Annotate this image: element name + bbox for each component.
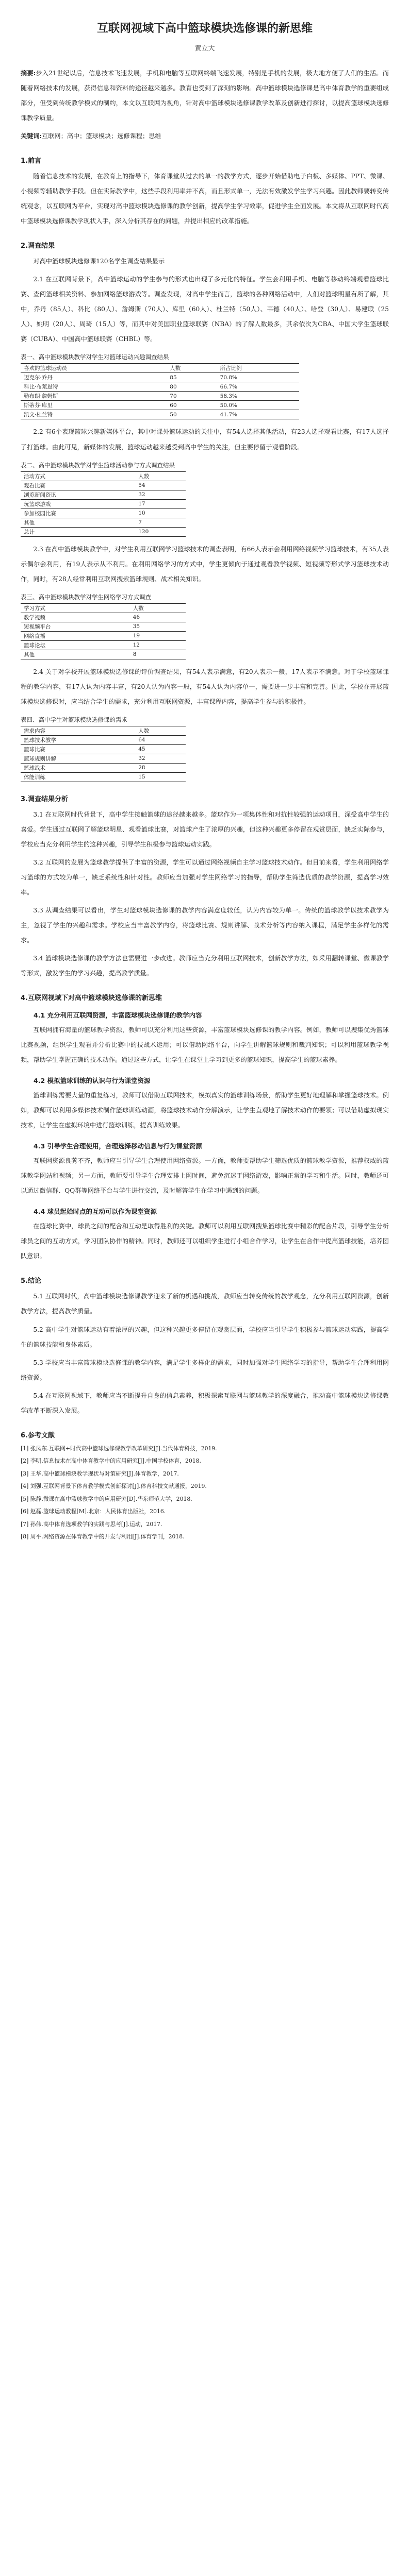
table-row xyxy=(21,527,186,536)
subsection-heading: 4.4 球员起始时点的互动可以作为课堂资源 xyxy=(34,1208,157,1216)
table-cell: 80 xyxy=(167,382,217,392)
reference-item: [4] 刘强.互联网背景下体育教学模式创新探讨[J].体育科技文献通报，2019. xyxy=(21,1483,207,1490)
table-header-cell: 人数 xyxy=(130,603,186,613)
table-cell: 60 xyxy=(167,401,217,410)
table-cell: 10 xyxy=(135,509,186,518)
table-row xyxy=(21,754,186,763)
reference-item: [8] 周平.网络资源在体育教学中的开发与利用[J].体育学刊，2018. xyxy=(21,1533,185,1540)
table-cell: 15 xyxy=(135,772,186,782)
table-cell: 7 xyxy=(135,518,186,527)
table-cell: 其他 xyxy=(21,650,130,659)
section-heading: 2.调查结果 xyxy=(21,242,55,250)
table-cell: 篮球战术 xyxy=(21,763,135,772)
table-row xyxy=(21,392,299,401)
table-row xyxy=(21,613,186,622)
paragraph: 3.1 在互联网时代背景下，高中学生接触篮球的途径越来越多。篮球作为一项集体性和对抗性较强的运动项目，深受高中学生的喜爱。学生通过互联网了解篮球明星、观看篮球比赛，对篮球产生了浓厚的兴趣，但这种兴趣更多停留在观赏层面，缺乏实际参与，学校应当充分利用学生的这种兴趣，引导学生积极参与篮球运动实践。 xyxy=(21,810,389,848)
subsection-heading: 4.1 充分利用互联网资源，丰富篮球模块选修课的教学内容 xyxy=(34,1011,202,1020)
data-table xyxy=(21,363,299,419)
abstract-text: 步入21世纪以后，信息技术飞速发展，手机和电脑等互联网终端飞速发展，特别是手机的发展，极大地方便了人们的生活。而随着网络技术的发展，获得信息和资料的途径越来越多。教育也受到了深刻的影响。高中篮球模块选修课是高中体育教学的重要组成部分，但受到传统教学模式的制约，本文以互联网为视角，针对高中篮球模块选修课教学改革及创新进行探讨，以提高篮球模块选修课教学质量。 xyxy=(21,70,389,122)
section-heading: 4.互联网视域下对高中篮球模块选修课的新思维 xyxy=(21,994,162,1003)
table-cell: 凯文·杜兰特 xyxy=(21,410,167,419)
table-cell: 64 xyxy=(135,735,186,744)
paragraph: 2.1 在互联网背景下，高中篮球运动的学生参与的形式也出现了多元化的特征。学生会利用手机、电脑等移动终端观看篮球比赛、查阅篮球相关资料、参加网络篮球游戏等。调查发现，对高中学生而言，篮球的各种网络活动中，人们对篮球明星有所了解，其中，乔丹（85人）、科比（80人）、詹姆斯（70人）、库里（60人）、杜兰特（50人）、韦德（40人）、哈登（30人）、易建联（25人）、姚明（20人）、周琦（15人）等，而其中对美国职业篮球联赛（NBA）的了解人数最多，其余依次为CBA、中国大学生篮球联赛（CUBA）、中国高中篮球联赛（CHBL）等。 xyxy=(21,276,389,343)
table-cell: 篮球论坛 xyxy=(21,640,130,650)
reference-item: [7] 孙伟.高中体育选项教学的实践与思考[J].运动，2017. xyxy=(21,1520,162,1528)
table-header-cell: 喜欢的篮球运动员 xyxy=(21,364,167,373)
table-header-cell: 所占比例 xyxy=(217,364,299,373)
table-row xyxy=(21,499,186,509)
table-cell: 41.7% xyxy=(217,410,299,419)
table-cell: 体能训练 xyxy=(21,772,135,782)
table-cell: 17 xyxy=(135,499,186,509)
table-caption: 表一、高中篮球模块教学对学生对篮球运动兴趣调查结果 xyxy=(21,353,169,361)
reference-item: [5] 陈静.微课在高中篮球教学中的应用研究[D].华东师范大学，2018. xyxy=(21,1495,192,1502)
table-row xyxy=(21,631,186,640)
table-row xyxy=(21,763,186,772)
table-cell: 观看比赛 xyxy=(21,481,135,490)
table-cell: 32 xyxy=(135,490,186,499)
table-cell: 45 xyxy=(135,744,186,754)
table-cell: 网络直播 xyxy=(21,631,130,640)
table-cell: 46 xyxy=(130,613,186,622)
table-header-cell: 需求内容 xyxy=(21,726,135,735)
table-row xyxy=(21,518,186,527)
table-row xyxy=(21,735,186,744)
paragraph: 2.3 在高中篮球模块教学中，对学生利用互联网学习篮球技术的调查表明，有66人表示会利用网络视频学习篮球技术，有35人表示偶尔会利用，有19人表示从不利用。在利用网络学习的方式中，学生更倾向于通过观看教学视频、短视频等形式学习篮球技术动作，同时，有28人经常利用互联网搜索篮球规则、战术相关知识。 xyxy=(21,545,389,583)
paragraph: 随着信息技术的发展，在教育上的指导下，体育课堂从过去的单一的教学方式，逐步开始借助电子白板、多媒体、PPT、微课、小视频等辅助教学手段。但在实际教学中，这些手段利用率并不高，而且形式单一，无法有效激发学生学习兴趣。因此教师要转变传统观念，以互联网为平台，实现对高中篮球模块选修课的教学创新，提高学生学习效率，促进学生全面发展。本文将从互联网时代高中篮球模块选修课教学现状入手，深入分析其存在的问题，并提出相应的改革措施。 xyxy=(21,173,389,225)
table-cell: 短视频平台 xyxy=(21,622,130,631)
data-table xyxy=(21,471,186,537)
paragraph: 对高中篮球模块选修课120名学生调查结果显示 xyxy=(33,258,165,265)
table-cell: 58.3% xyxy=(217,392,299,401)
keywords xyxy=(21,129,389,144)
abstract xyxy=(21,66,389,126)
table-row xyxy=(21,640,186,650)
table-header-cell: 人数 xyxy=(135,726,186,735)
subsection-heading: 4.2 模拟篮球训练的认识与行为课堂资源 xyxy=(34,1077,151,1085)
table-caption: 表二、高中篮球模块教学对学生篮球活动参与方式调查结果 xyxy=(21,461,175,469)
keywords-text: 互联网；高中；篮球模块；选修课程；思维 xyxy=(42,132,161,140)
table-cell: 85 xyxy=(167,373,217,382)
table-cell: 120 xyxy=(135,527,186,536)
paragraph: 2.2 有6个表现篮球兴趣新媒体平台，其中对课外篮球运动的关注中，有54人选择其他活动，有23人选择观看比赛，有17人选择了打篮球。由此可见，新媒体的发展，篮球运动越来越受到高中学生的关注，但主要停留于观看阶段。 xyxy=(21,428,389,451)
table-cell: 66.7% xyxy=(217,382,299,392)
table-row xyxy=(21,401,299,410)
table-header-cell: 人数 xyxy=(135,471,186,481)
table-header-cell: 人数 xyxy=(167,364,217,373)
table-header-cell: 活动方式 xyxy=(21,471,135,481)
reference-item: [6] 赵磊.篮球运动教程[M].北京：人民体育出版社，2016. xyxy=(21,1508,166,1515)
table-header-cell: 学习方式 xyxy=(21,603,130,613)
paragraph: 5.2 高中学生对篮球运动有着浓厚的兴趣，但这种兴趣更多停留在观赏层面，学校应当引导学生积极参与篮球运动实践，提高学生的篮球技能和身体素质。 xyxy=(21,1326,389,1348)
section-heading: 3.调查结果分析 xyxy=(21,795,68,803)
table-cell: 8 xyxy=(130,650,186,659)
table-cell: 篮球规则讲解 xyxy=(21,754,135,763)
reference-item: [3] 王华.高中篮球模块教学现状与对策研究[J].体育教学，2017. xyxy=(21,1470,179,1477)
reference-item: [2] 李明.信息技术在高中体育教学中的应用研究[J].中国学校体育，2018. xyxy=(21,1458,201,1465)
paragraph: 5.1 互联网时代，高中篮球模块选修课教学迎来了新的机遇和挑战，教师应当转变传统的教学观念，充分利用互联网资源，创新教学方法，提高教学质量。 xyxy=(21,1293,389,1315)
table-caption: 表三、高中篮球模块教学对学生网络学习方式调查 xyxy=(21,593,151,601)
table-cell: 12 xyxy=(130,640,186,650)
paragraph: 3.3 从调查结果可以看出，学生对篮球模块选修课的教学内容满意度较低，认为内容较为单一。传统的篮球教学以技术教学为主，忽视了学生的兴趣和需求。学校应当丰富教学内容，将篮球比赛、规则讲解、战术分析等内容纳入课程，满足学生多样化的需求。 xyxy=(21,906,389,944)
table-row xyxy=(21,772,186,782)
table-row xyxy=(21,410,299,419)
table-cell: 其他 xyxy=(21,518,135,527)
section-heading: 1.前言 xyxy=(21,157,41,165)
data-table xyxy=(21,603,186,659)
paper-title: 互联网视域下高中篮球模块选修课的新思维 xyxy=(96,22,313,35)
table-row xyxy=(21,650,186,659)
paragraph: 在篮球比赛中，球员之间的配合和互动是取得胜利的关键。教师可以利用互联网搜集篮球比赛中精彩的配合片段，引导学生分析球员之间的互动方式，学习团队协作的精神。同时，教师还可以组织学生进行小组合作学习，让学生在合作中提高篮球技能，培养团队意识。 xyxy=(21,1223,389,1260)
subsection-heading: 4.3 引导学生合理使用，合理选择移动信息与行为课堂资源 xyxy=(34,1142,202,1150)
section-heading: 5.结论 xyxy=(21,1277,41,1285)
table-cell: 参加校园比赛 xyxy=(21,509,135,518)
table-cell: 35 xyxy=(130,622,186,631)
table-caption: 表四、高中学生对篮球模块选修课的需求 xyxy=(21,716,127,723)
paragraph: 3.4 篮球模块选修课的教学方法也需要进一步改进。教师应当充分利用互联网技术，创新教学方法，如采用翻转课堂、微课教学等形式，激发学生的学习兴趣，提高教学质量。 xyxy=(21,955,389,977)
paper-author: 黄立大 xyxy=(194,45,215,53)
keywords-label: 关键词: xyxy=(21,132,42,140)
table-row xyxy=(21,481,186,490)
table-cell: 浏览新闻资讯 xyxy=(21,490,135,499)
table-cell: 总计 xyxy=(21,527,135,536)
table-cell: 70 xyxy=(167,392,217,401)
table-cell: 19 xyxy=(130,631,186,640)
table-cell: 28 xyxy=(135,763,186,772)
table-cell: 教学视频 xyxy=(21,613,130,622)
table-cell: 玩篮球游戏 xyxy=(21,499,135,509)
reference-item: [1] 张凤东.互联网+时代高中篮球选修课教学改革研究[J].当代体育科技，2019. xyxy=(21,1445,217,1452)
data-table xyxy=(21,726,186,782)
abstract-label: 摘要: xyxy=(21,70,36,77)
table-row xyxy=(21,373,299,382)
table-cell: 斯蒂芬·库里 xyxy=(21,401,167,410)
table-cell: 科比·布莱恩特 xyxy=(21,382,167,392)
paragraph: 5.3 学校应当丰富篮球模块选修课的教学内容，满足学生多样化的需求，同时加强对学生网络学习的指导，帮助学生合理利用网络资源。 xyxy=(21,1359,389,1381)
table-cell: 70.8% xyxy=(217,373,299,382)
paragraph: 互联网资源良莠不齐，教师应当引导学生合理使用网络资源。一方面，教师要帮助学生筛选优质的篮球教学资源，推荐权威的篮球教学网站和视频；另一方面，教师要引导学生合理安排上网时间，避免沉迷于网络游戏，影响正常的学习和生活。同时，教师还可以通过微信群、QQ群等网络平台与学生进行交流，及时解答学生在学习中遇到的问题。 xyxy=(21,1157,389,1195)
table-cell: 篮球比赛 xyxy=(21,744,135,754)
paragraph: 篮球训练需要大量的重复练习，教师可以借助互联网技术，模拟真实的篮球训练场景，帮助学生更好地理解和掌握篮球技术。例如，教师可以利用多媒体技术制作篮球训练动画，将篮球技术动作分解演示，让学生直观地了解技术动作的要领；可以借助虚拟现实技术，让学生在虚拟环境中进行篮球训练，提高训练效果。 xyxy=(21,1092,389,1129)
paper-page xyxy=(21,20,389,1545)
paragraph: 5.4 在互联网视域下，教师应当不断提升自身的信息素养，积极探索互联网与篮球教学的深度融合，推动高中篮球模块选修课教学改革不断深入发展。 xyxy=(21,1392,389,1414)
table-cell: 勒布朗·詹姆斯 xyxy=(21,392,167,401)
paragraph: 2.4 关于对学校开展篮球模块选修课的评价调查结果，有54人表示满意，有20人表示一般，17人表示不满意。对于学校篮球课程的教学内容，有17人认为内容丰富，有20人认为内容一般，有54人认为内容单一，需要进一步丰富和完善。因此，学校在开展篮球模块选修课时，应当结合学生的需求，充分利用互联网资源，丰富课程内容，提高学生参与的积极性。 xyxy=(21,668,389,705)
table-cell: 50 xyxy=(167,410,217,419)
table-cell: 32 xyxy=(135,754,186,763)
table-row xyxy=(21,744,186,754)
table-cell: 篮球技术教学 xyxy=(21,735,135,744)
paragraph: 3.2 互联网的发展为篮球教学提供了丰富的资源，学生可以通过网络视频自主学习篮球技术动作。但目前来看，学生利用网络学习篮球的方式较为单一，缺乏系统性和针对性。教师应当加强对学生网络学习的指导，帮助学生筛选优质的教学资源，提高学习效率。 xyxy=(21,858,389,896)
reference-list xyxy=(21,1444,389,1543)
table-row xyxy=(21,622,186,631)
table-cell: 迈克尔·乔丹 xyxy=(21,373,167,382)
table-row xyxy=(21,382,299,392)
table-row xyxy=(21,490,186,499)
table-row xyxy=(21,509,186,518)
section-heading: 6.参考文献 xyxy=(21,1431,55,1439)
paragraph: 互联网拥有海量的篮球教学资源，教师可以充分利用这些资源，丰富篮球模块选修课的教学内容。例如，教师可以搜集优秀篮球比赛视频，组织学生观看并分析比赛中的技战术运用；可以借助网络平台，向学生讲解篮球规则和裁判知识；可以利用篮球教学视频，帮助学生掌握正确的技术动作。通过这些方式，让学生在课堂上学习到更多的篮球知识，提高学生的篮球素养。 xyxy=(21,1026,389,1064)
table-cell: 50.0% xyxy=(217,401,299,410)
table-cell: 54 xyxy=(135,481,186,490)
